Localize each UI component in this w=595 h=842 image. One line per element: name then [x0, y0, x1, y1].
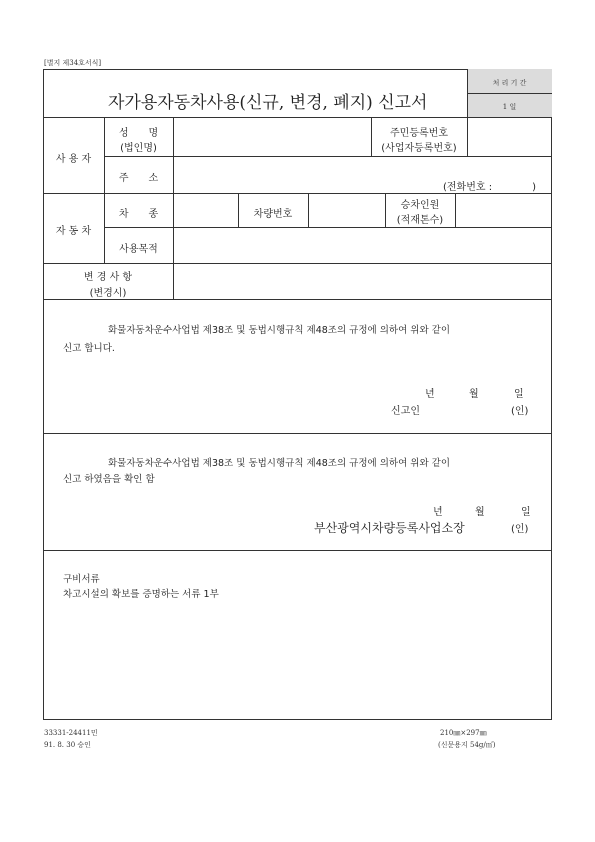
form-title: 자가용자동차사용(신규, 변경, 폐지) 신고서 — [108, 93, 428, 113]
changes-sub-label: (변경시) — [89, 288, 127, 299]
declaration-year: 년 — [425, 389, 435, 400]
capacity-sub-label: (적재톤수) — [396, 215, 444, 226]
declaration-month: 월 — [469, 389, 479, 400]
vehicle-type-label: 차 종 — [118, 209, 159, 220]
required-document-item: 차고시설의 확보를 증명하는 서류 1부 — [63, 589, 219, 600]
id-number-field[interactable] — [468, 118, 551, 155]
phone-note: (전화번호 : ) — [443, 182, 536, 193]
authority-seal: (인) — [511, 524, 529, 535]
applicant-seal: (인) — [511, 406, 529, 417]
name-label: 성 명 — [118, 128, 159, 139]
id-number-label: 주민등록번호 — [390, 128, 448, 139]
applicant-signature-field[interactable] — [428, 399, 508, 415]
confirmation-text-line1: 화물자동차운수사업법 제38조 및 동법시행규칙 제48조의 규정에 의하여 위와 같이 — [108, 458, 450, 469]
processing-period-value: 1 일 — [502, 103, 517, 111]
vehicle-section-heading: 자 동 차 — [55, 226, 92, 237]
declaration-text-line1: 화물자동차운수사업법 제38조 및 동법시행규칙 제48조의 규정에 의하여 위와 같이 — [108, 325, 450, 336]
confirmation-text-line2: 신고 하였음을 확인 함 — [63, 474, 155, 485]
footer-approval-date: 91. 8. 30 승인 — [44, 741, 91, 749]
footer-paper-size: 210㎜×297㎜ — [440, 729, 487, 737]
user-section-heading: 사 용 자 — [55, 154, 92, 165]
name-field[interactable] — [174, 118, 370, 155]
name-sub-label: (법인명) — [120, 143, 157, 154]
id-number-sub-label: (사업자등록번호) — [381, 143, 457, 154]
vehicle-type-field[interactable] — [174, 194, 237, 226]
usage-purpose-field[interactable] — [174, 228, 551, 262]
declaration-day: 일 — [514, 389, 524, 400]
required-documents-heading: 구비서류 — [63, 574, 100, 585]
capacity-field[interactable] — [456, 194, 551, 226]
confirmation-day: 일 — [521, 507, 531, 518]
applicant-label: 신고인 — [391, 406, 420, 417]
changes-label: 변 경 사 항 — [83, 272, 133, 283]
plate-number-label: 차량번호 — [253, 209, 293, 220]
footer-paper-type: (신문용지 54g/㎡) — [438, 741, 496, 749]
plate-number-field[interactable] — [309, 194, 384, 226]
changes-field[interactable] — [174, 264, 551, 298]
capacity-label: 승차인원 — [400, 200, 440, 211]
address-label: 주 소 — [118, 173, 159, 184]
footer-form-code: 33331-24411민 — [44, 729, 98, 737]
declaration-text-line2: 신고 합니다. — [63, 343, 115, 354]
confirmation-year: 년 — [433, 507, 443, 518]
authority-name: 부산광역시차량등록사업소장 — [314, 521, 465, 535]
usage-purpose-label: 사용목적 — [119, 244, 158, 255]
processing-period-label: 처 리 기 간 — [492, 79, 527, 87]
form-number-tag: [별지 제34호서식] — [44, 59, 102, 67]
confirmation-month: 월 — [475, 507, 485, 518]
